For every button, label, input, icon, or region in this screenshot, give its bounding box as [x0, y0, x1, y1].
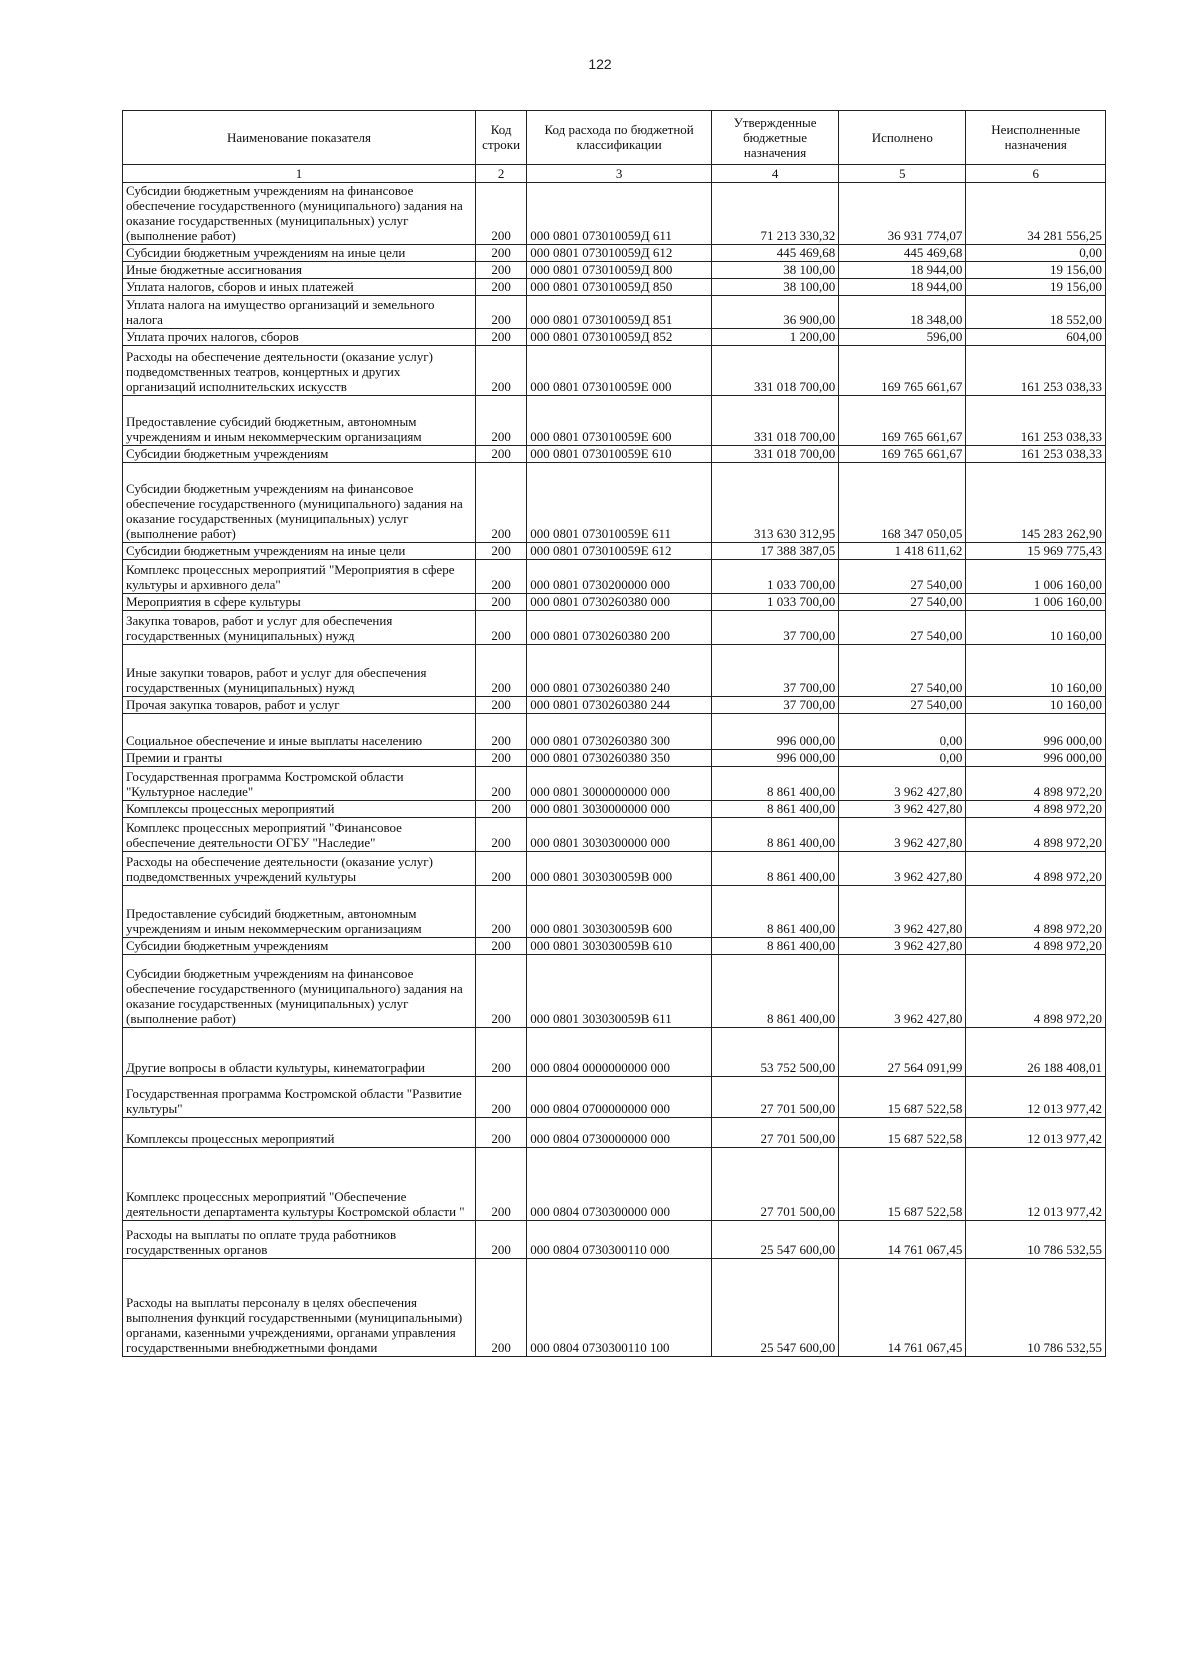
cell-expense-code: 000 0801 073010059Д 850 [527, 279, 712, 296]
cell-name: Субсидии бюджетным учреждениям на финансовое обеспечение государственного (муниципального) задания на оказание государственных (муниципальных) услуг (выполнение работ) [123, 955, 476, 1028]
cell-expense-code: 000 0804 0730000000 000 [527, 1118, 712, 1148]
cell-name: Уплата налогов, сборов и иных платежей [123, 279, 476, 296]
cell-expense-code: 000 0801 073010059Е 610 [527, 446, 712, 463]
cell-line-code: 200 [475, 560, 526, 594]
cell-approved: 53 752 500,00 [711, 1028, 838, 1077]
cell-expense-code: 000 0801 0730260380 000 [527, 594, 712, 611]
cell-name: Комплекс процессных мероприятий "Финансовое обеспечение деятельности ОГБУ "Наследие" [123, 818, 476, 852]
cell-name: Расходы на обеспечение деятельности (оказание услуг) подведомственных театров, концертных и других организаций исполнительских искусств [123, 346, 476, 396]
cell-executed: 169 765 661,67 [839, 346, 966, 396]
cell-name: Комплекс процессных мероприятий "Мероприятия в сфере культуры и архивного дела" [123, 560, 476, 594]
cell-approved: 36 900,00 [711, 296, 838, 329]
column-number-row [123, 165, 1106, 183]
cell-unexecuted: 4 898 972,20 [966, 818, 1106, 852]
table-row [123, 645, 1106, 697]
cell-line-code: 200 [475, 818, 526, 852]
cell-approved: 27 701 500,00 [711, 1118, 838, 1148]
table-row [123, 396, 1106, 446]
cell-executed: 36 931 774,07 [839, 183, 966, 245]
cell-approved: 37 700,00 [711, 611, 838, 645]
cell-unexecuted: 26 188 408,01 [966, 1028, 1106, 1077]
cell-expense-code: 000 0804 0700000000 000 [527, 1077, 712, 1118]
cell-executed: 18 944,00 [839, 262, 966, 279]
cell-approved: 8 861 400,00 [711, 886, 838, 938]
cell-line-code: 200 [475, 543, 526, 560]
cell-line-code: 200 [475, 1259, 526, 1357]
table-row [123, 446, 1106, 463]
cell-executed: 3 962 427,80 [839, 852, 966, 886]
cell-unexecuted: 145 283 262,90 [966, 463, 1106, 543]
table-header-row [123, 111, 1106, 165]
table-row [123, 767, 1106, 801]
cell-line-code: 200 [475, 1118, 526, 1148]
cell-approved: 445 469,68 [711, 245, 838, 262]
cell-name: Государственная программа Костромской области "Культурное наследие" [123, 767, 476, 801]
cell-expense-code: 000 0801 3000000000 000 [527, 767, 712, 801]
cell-expense-code: 000 0801 0730260380 244 [527, 697, 712, 714]
cell-unexecuted: 161 253 038,33 [966, 446, 1106, 463]
column-number: 3 [527, 165, 712, 183]
cell-line-code: 200 [475, 886, 526, 938]
header-approved: Утвержденные бюджетные назначения [711, 111, 838, 165]
cell-executed: 0,00 [839, 750, 966, 767]
column-number: 5 [839, 165, 966, 183]
cell-name: Государственная программа Костромской области "Развитие культуры" [123, 1077, 476, 1118]
column-number: 1 [123, 165, 476, 183]
cell-name: Предоставление субсидий бюджетным, автономным учреждениям и иным некоммерческим организациям [123, 396, 476, 446]
table-row [123, 346, 1106, 396]
cell-line-code: 200 [475, 611, 526, 645]
header-executed: Исполнено [839, 111, 966, 165]
cell-name: Премии и гранты [123, 750, 476, 767]
table-row [123, 611, 1106, 645]
cell-name: Субсидии бюджетным учреждениям [123, 446, 476, 463]
cell-executed: 15 687 522,58 [839, 1077, 966, 1118]
cell-unexecuted: 4 898 972,20 [966, 886, 1106, 938]
cell-executed: 18 944,00 [839, 279, 966, 296]
cell-executed: 0,00 [839, 714, 966, 750]
cell-unexecuted: 4 898 972,20 [966, 767, 1106, 801]
cell-expense-code: 000 0804 0730300110 000 [527, 1221, 712, 1259]
cell-expense-code: 000 0801 073010059Д 612 [527, 245, 712, 262]
cell-approved: 38 100,00 [711, 262, 838, 279]
cell-expense-code: 000 0801 0730260380 240 [527, 645, 712, 697]
cell-expense-code: 000 0801 073010059Д 800 [527, 262, 712, 279]
cell-unexecuted: 10 786 532,55 [966, 1221, 1106, 1259]
cell-unexecuted: 161 253 038,33 [966, 396, 1106, 446]
cell-expense-code: 000 0801 0730260380 300 [527, 714, 712, 750]
cell-name: Субсидии бюджетным учреждениям на финансовое обеспечение государственного (муниципального) задания на оказание государственных (муниципальных) услуг (выполнение работ) [123, 463, 476, 543]
table-row [123, 1259, 1106, 1357]
cell-name: Уплата налога на имущество организаций и земельного налога [123, 296, 476, 329]
cell-line-code: 200 [475, 1221, 526, 1259]
cell-approved: 1 033 700,00 [711, 560, 838, 594]
cell-approved: 25 547 600,00 [711, 1259, 838, 1357]
cell-expense-code: 000 0801 3030300000 000 [527, 818, 712, 852]
cell-line-code: 200 [475, 346, 526, 396]
page-number: 122 [588, 56, 612, 72]
cell-name: Субсидии бюджетным учреждениям на финансовое обеспечение государственного (муниципального) задания на оказание государственных (муниципальных) услуг (выполнение работ) [123, 183, 476, 245]
cell-unexecuted: 1 006 160,00 [966, 594, 1106, 611]
cell-approved: 8 861 400,00 [711, 818, 838, 852]
cell-approved: 27 701 500,00 [711, 1077, 838, 1118]
cell-approved: 17 388 387,05 [711, 543, 838, 560]
cell-approved: 996 000,00 [711, 750, 838, 767]
cell-expense-code: 000 0801 073010059Д 851 [527, 296, 712, 329]
cell-name: Субсидии бюджетным учреждениям на иные цели [123, 245, 476, 262]
cell-approved: 8 861 400,00 [711, 955, 838, 1028]
cell-name: Комплексы процессных мероприятий [123, 1118, 476, 1148]
table-row [123, 245, 1106, 262]
cell-approved: 8 861 400,00 [711, 938, 838, 955]
cell-approved: 331 018 700,00 [711, 446, 838, 463]
table-row [123, 594, 1106, 611]
cell-unexecuted: 12 013 977,42 [966, 1118, 1106, 1148]
table-row [123, 1221, 1106, 1259]
cell-executed: 27 540,00 [839, 645, 966, 697]
cell-executed: 14 761 067,45 [839, 1221, 966, 1259]
cell-executed: 445 469,68 [839, 245, 966, 262]
table-row [123, 329, 1106, 346]
cell-name: Социальное обеспечение и иные выплаты населению [123, 714, 476, 750]
table-body [123, 183, 1106, 1357]
column-number: 6 [966, 165, 1106, 183]
cell-name: Другие вопросы в области культуры, кинематографии [123, 1028, 476, 1077]
cell-expense-code: 000 0801 073010059Д 852 [527, 329, 712, 346]
cell-executed: 27 540,00 [839, 560, 966, 594]
cell-expense-code: 000 0801 303030059В 000 [527, 852, 712, 886]
cell-approved: 313 630 312,95 [711, 463, 838, 543]
cell-approved: 1 200,00 [711, 329, 838, 346]
cell-executed: 15 687 522,58 [839, 1118, 966, 1148]
cell-unexecuted: 10 786 532,55 [966, 1259, 1106, 1357]
budget-execution-table [122, 110, 1106, 1357]
cell-name: Расходы на выплаты персоналу в целях обеспечения выполнения функций государственными (муниципальными) органами, казенными учреждениями, органами управления государственными внебюджетными фондами [123, 1259, 476, 1357]
cell-unexecuted: 10 160,00 [966, 697, 1106, 714]
cell-name: Уплата прочих налогов, сборов [123, 329, 476, 346]
cell-approved: 27 701 500,00 [711, 1148, 838, 1221]
table-row [123, 697, 1106, 714]
cell-approved: 331 018 700,00 [711, 396, 838, 446]
cell-expense-code: 000 0801 0730260380 200 [527, 611, 712, 645]
table-row [123, 818, 1106, 852]
table-row [123, 262, 1106, 279]
cell-unexecuted: 604,00 [966, 329, 1106, 346]
cell-unexecuted: 1 006 160,00 [966, 560, 1106, 594]
cell-executed: 3 962 427,80 [839, 955, 966, 1028]
cell-executed: 168 347 050,05 [839, 463, 966, 543]
table-row [123, 560, 1106, 594]
cell-line-code: 200 [475, 262, 526, 279]
cell-name: Предоставление субсидий бюджетным, автономным учреждениям и иным некоммерческим организациям [123, 886, 476, 938]
table-row [123, 463, 1106, 543]
cell-approved: 331 018 700,00 [711, 346, 838, 396]
cell-expense-code: 000 0801 073010059Д 611 [527, 183, 712, 245]
cell-approved: 1 033 700,00 [711, 594, 838, 611]
header-line-code: Код строки [475, 111, 526, 165]
cell-unexecuted: 4 898 972,20 [966, 801, 1106, 818]
cell-line-code: 200 [475, 697, 526, 714]
table-row [123, 801, 1106, 818]
cell-approved: 71 213 330,32 [711, 183, 838, 245]
header-unexecuted: Неисполненные назначения [966, 111, 1106, 165]
cell-expense-code: 000 0801 073010059Е 611 [527, 463, 712, 543]
table-row [123, 938, 1106, 955]
table-row [123, 296, 1106, 329]
cell-expense-code: 000 0801 303030059В 610 [527, 938, 712, 955]
cell-expense-code: 000 0804 0730300110 100 [527, 1259, 712, 1357]
cell-unexecuted: 12 013 977,42 [966, 1077, 1106, 1118]
table-row [123, 886, 1106, 938]
cell-line-code: 200 [475, 801, 526, 818]
cell-unexecuted: 996 000,00 [966, 750, 1106, 767]
cell-name: Субсидии бюджетным учреждениям на иные цели [123, 543, 476, 560]
cell-line-code: 200 [475, 183, 526, 245]
cell-unexecuted: 34 281 556,25 [966, 183, 1106, 245]
cell-executed: 18 348,00 [839, 296, 966, 329]
cell-executed: 3 962 427,80 [839, 801, 966, 818]
cell-approved: 996 000,00 [711, 714, 838, 750]
cell-line-code: 200 [475, 446, 526, 463]
cell-line-code: 200 [475, 645, 526, 697]
cell-name: Комплексы процессных мероприятий [123, 801, 476, 818]
cell-unexecuted: 12 013 977,42 [966, 1148, 1106, 1221]
column-number: 4 [711, 165, 838, 183]
cell-executed: 3 962 427,80 [839, 767, 966, 801]
cell-unexecuted: 4 898 972,20 [966, 938, 1106, 955]
cell-approved: 38 100,00 [711, 279, 838, 296]
cell-approved: 8 861 400,00 [711, 852, 838, 886]
cell-name: Расходы на обеспечение деятельности (оказание услуг) подведомственных учреждений культуры [123, 852, 476, 886]
cell-name: Субсидии бюджетным учреждениям [123, 938, 476, 955]
cell-unexecuted: 18 552,00 [966, 296, 1106, 329]
cell-line-code: 200 [475, 594, 526, 611]
table-row [123, 714, 1106, 750]
cell-line-code: 200 [475, 1028, 526, 1077]
cell-expense-code: 000 0801 0730260380 350 [527, 750, 712, 767]
cell-expense-code: 000 0801 303030059В 611 [527, 955, 712, 1028]
cell-expense-code: 000 0801 073010059Е 000 [527, 346, 712, 396]
table-row [123, 955, 1106, 1028]
cell-expense-code: 000 0801 3030000000 000 [527, 801, 712, 818]
cell-unexecuted: 15 969 775,43 [966, 543, 1106, 560]
cell-executed: 14 761 067,45 [839, 1259, 966, 1357]
cell-unexecuted: 19 156,00 [966, 279, 1106, 296]
cell-name: Иные закупки товаров, работ и услуг для обеспечения государственных (муниципальных) нужд [123, 645, 476, 697]
cell-line-code: 200 [475, 750, 526, 767]
cell-executed: 15 687 522,58 [839, 1148, 966, 1221]
cell-line-code: 200 [475, 1077, 526, 1118]
table-row [123, 1148, 1106, 1221]
column-number: 2 [475, 165, 526, 183]
cell-name: Комплекс процессных мероприятий "Обеспечение деятельности департамента культуры Костромской области " [123, 1148, 476, 1221]
table-row [123, 1028, 1106, 1077]
cell-unexecuted: 10 160,00 [966, 611, 1106, 645]
cell-line-code: 200 [475, 955, 526, 1028]
cell-executed: 27 540,00 [839, 594, 966, 611]
cell-expense-code: 000 0801 0730200000 000 [527, 560, 712, 594]
cell-approved: 8 861 400,00 [711, 801, 838, 818]
header-name: Наименование показателя [123, 111, 476, 165]
cell-line-code: 200 [475, 296, 526, 329]
cell-executed: 27 540,00 [839, 611, 966, 645]
cell-line-code: 200 [475, 714, 526, 750]
cell-executed: 27 540,00 [839, 697, 966, 714]
cell-executed: 1 418 611,62 [839, 543, 966, 560]
cell-executed: 3 962 427,80 [839, 938, 966, 955]
table-row [123, 279, 1106, 296]
cell-line-code: 200 [475, 767, 526, 801]
cell-unexecuted: 19 156,00 [966, 262, 1106, 279]
cell-expense-code: 000 0801 073010059Е 612 [527, 543, 712, 560]
cell-executed: 169 765 661,67 [839, 446, 966, 463]
cell-line-code: 200 [475, 279, 526, 296]
cell-line-code: 200 [475, 938, 526, 955]
table-row [123, 1077, 1106, 1118]
table-row [123, 183, 1106, 245]
cell-unexecuted: 996 000,00 [966, 714, 1106, 750]
cell-line-code: 200 [475, 1148, 526, 1221]
cell-line-code: 200 [475, 463, 526, 543]
cell-executed: 27 564 091,99 [839, 1028, 966, 1077]
cell-executed: 3 962 427,80 [839, 818, 966, 852]
table-row [123, 750, 1106, 767]
cell-line-code: 200 [475, 852, 526, 886]
table-row [123, 1118, 1106, 1148]
cell-approved: 37 700,00 [711, 645, 838, 697]
cell-name: Прочая закупка товаров, работ и услуг [123, 697, 476, 714]
cell-executed: 169 765 661,67 [839, 396, 966, 446]
cell-name: Иные бюджетные ассигнования [123, 262, 476, 279]
cell-name: Закупка товаров, работ и услуг для обеспечения государственных (муниципальных) нужд [123, 611, 476, 645]
cell-line-code: 200 [475, 245, 526, 262]
cell-line-code: 200 [475, 396, 526, 446]
cell-approved: 8 861 400,00 [711, 767, 838, 801]
cell-unexecuted: 161 253 038,33 [966, 346, 1106, 396]
cell-expense-code: 000 0801 073010059Е 600 [527, 396, 712, 446]
cell-unexecuted: 0,00 [966, 245, 1106, 262]
cell-expense-code: 000 0804 0730300000 000 [527, 1148, 712, 1221]
cell-line-code: 200 [475, 329, 526, 346]
cell-approved: 37 700,00 [711, 697, 838, 714]
cell-unexecuted: 4 898 972,20 [966, 955, 1106, 1028]
cell-expense-code: 000 0804 0000000000 000 [527, 1028, 712, 1077]
cell-executed: 596,00 [839, 329, 966, 346]
cell-approved: 25 547 600,00 [711, 1221, 838, 1259]
cell-name: Мероприятия в сфере культуры [123, 594, 476, 611]
cell-executed: 3 962 427,80 [839, 886, 966, 938]
table-row [123, 852, 1106, 886]
table-row [123, 543, 1106, 560]
cell-expense-code: 000 0801 303030059В 600 [527, 886, 712, 938]
cell-unexecuted: 10 160,00 [966, 645, 1106, 697]
cell-unexecuted: 4 898 972,20 [966, 852, 1106, 886]
cell-name: Расходы на выплаты по оплате труда работников государственных органов [123, 1221, 476, 1259]
header-expense-code: Код расхода по бюджетной классификации [527, 111, 712, 165]
